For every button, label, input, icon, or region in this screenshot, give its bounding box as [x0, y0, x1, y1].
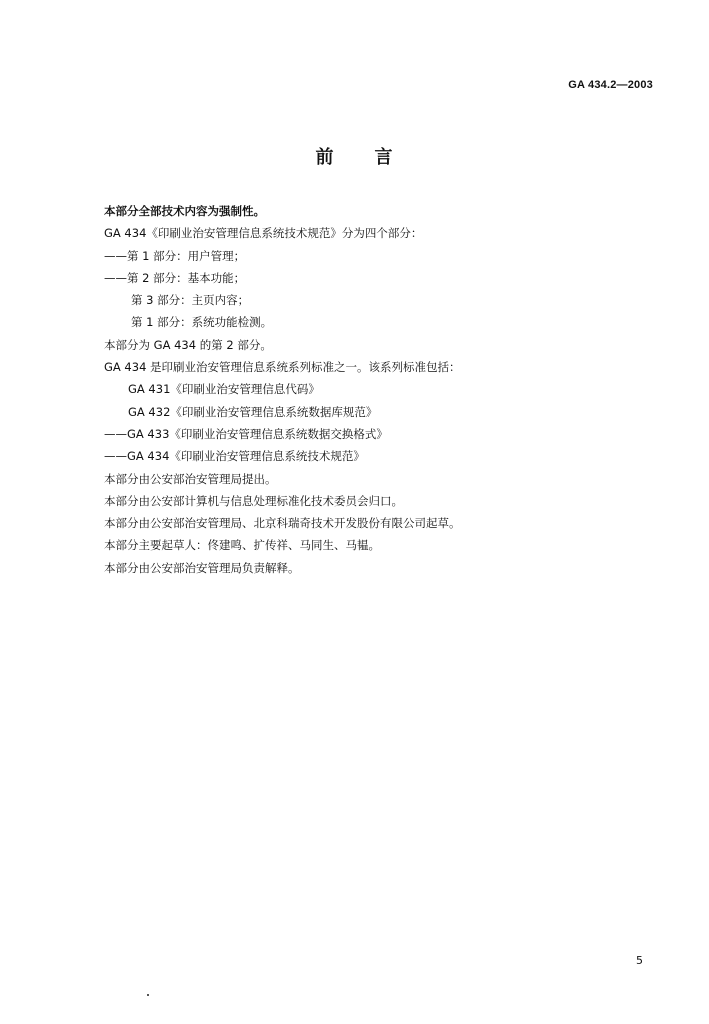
paragraph-drafters: 本部分主要起草人：佟建鸣、扩传祥、马同生、马韫。: [104, 538, 380, 553]
standard-code: GA 434.2—2003: [568, 79, 653, 91]
list-item-series-434: ——GA 434《印刷业治安管理信息系统技术规范》: [104, 449, 365, 464]
paragraph-parts-intro: GA 434《印刷业治安管理信息系统技术规范》分为四个部分：: [104, 226, 423, 241]
page-number: 5: [636, 954, 643, 967]
list-item-part-3: 第 3 部分：主页内容；: [131, 293, 250, 308]
list-item-series-431: GA 431《印刷业治安管理信息代码》: [128, 382, 320, 397]
paragraph-this-part: 本部分为 GA 434 的第 2 部分。: [104, 337, 272, 352]
page-title: [0, 143, 709, 169]
foreword-body: [104, 200, 664, 579]
scan-speck: [147, 994, 149, 996]
paragraph-managed-by: 本部分由公安部计算机与信息处理标准化技术委员会归口。: [104, 493, 403, 508]
paragraph-drafted-by: 本部分由公安部治安管理局、北京科瑞奇技术开发股份有限公司起草。: [104, 516, 461, 531]
list-item-series-432: GA 432《印刷业治安管理信息系统数据库规范》: [128, 404, 378, 419]
list-item-part-2: ——第 2 部分：基本功能；: [104, 270, 246, 285]
paragraph-mandatory: 本部分全部技术内容为强制性。: [104, 204, 265, 218]
title-char-1: 前: [315, 147, 335, 168]
list-item-series-433: ——GA 433《印刷业治安管理信息系统数据交换格式》: [104, 426, 388, 441]
list-item-part-4: 第 1 部分：系统功能检测。: [131, 315, 273, 330]
list-item-part-1: ——第 1 部分：用户管理；: [104, 248, 246, 263]
title-char-2: 言: [374, 147, 394, 168]
paragraph-series-intro: GA 434 是印刷业治安管理信息系统系列标准之一。该系列标准包括：: [104, 360, 461, 375]
paragraph-interpretation: 本部分由公安部治安管理局负责解释。: [104, 560, 300, 575]
paragraph-proposed-by: 本部分由公安部治安管理局提出。: [104, 471, 277, 486]
